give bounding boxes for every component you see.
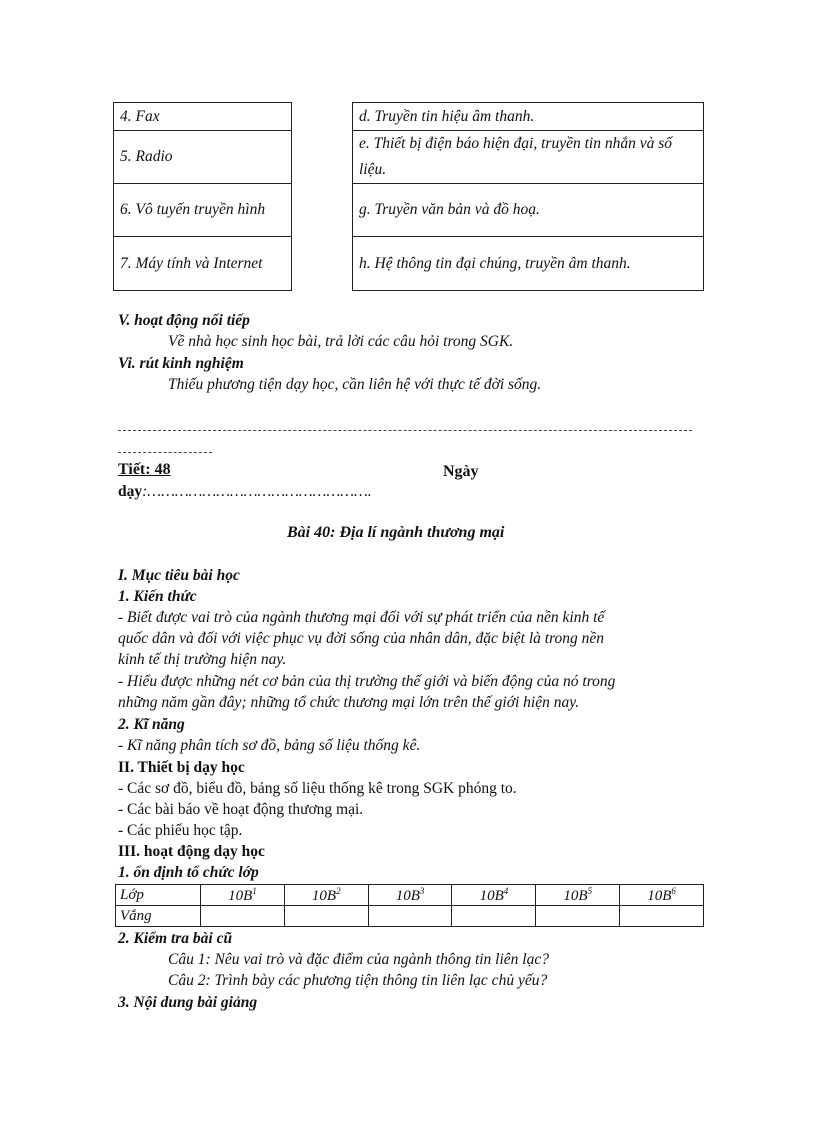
review-heading: 2. Kiểm tra bài cũ (118, 930, 233, 947)
attendance-row-label: Lớp (116, 885, 201, 906)
equipment-line: - Các phiếu học tập. (118, 822, 243, 839)
knowledge-line: - Biết được vai trò của ngành thương mại đối với sự phát triển của nền kinh tế (118, 609, 605, 626)
matching-left-item: 5. Radio (114, 131, 292, 184)
matching-left-item: 7. Máy tính và Internet (114, 237, 292, 291)
matching-table-right (352, 102, 704, 291)
separator-line (118, 430, 692, 431)
day-label: dạy (118, 483, 143, 500)
class-cell: $10B^5$ (536, 885, 620, 906)
absence-cell (201, 906, 285, 927)
equipment-line: - Các sơ đồ, biểu đồ, bảng số liệu thống kê trong SGK phóng to. (118, 780, 517, 797)
matching-right-item: d. Truyền tin hiệu âm thanh. (353, 103, 704, 131)
matching-right-item: h. Hệ thông tin đại chúng, truyền âm thanh. (353, 237, 704, 291)
knowledge-heading: 1. Kiến thức (118, 588, 197, 605)
separator-line (118, 452, 212, 453)
class-organization-heading: 1. ổn định tổ chức lớp (118, 864, 259, 881)
section6-text: Thiếu phương tiện dạy học, cần liên hệ với thực tế đời sống. (168, 376, 542, 393)
class-cell: $10B^3$ (368, 885, 452, 906)
knowledge-line: - Hiểu được những nét cơ bản của thị trường thế giới và biến động của nó trong (118, 673, 616, 690)
objectives-heading: I. Mục tiêu bài học (118, 567, 240, 584)
teaching-date-label: Ngày (443, 463, 479, 480)
section5-text: Về nhà học sinh học bài, trả lời các câu hỏi trong SGK. (168, 333, 514, 350)
review-question: Câu 2: Trình bày các phương tiện thông tin liên lạc chủ yếu? (168, 972, 548, 989)
knowledge-line: những năm gần đây; những tổ chức thương mại lớn trên thế giới hiện nay. (118, 694, 580, 711)
matching-right-item: g. Truyền văn bản và đồ hoạ. (353, 184, 704, 237)
class-cell: $10B^6$ (620, 885, 704, 906)
knowledge-line: kinh tế thị trường hiện nay. (118, 651, 287, 668)
knowledge-line: quốc dân và đối với việc phục vụ đời sống của nhân dân, đặc biệt là trong nền (118, 630, 605, 647)
lesson-content-heading: 3. Nội dung bài giảng (118, 994, 258, 1011)
activities-heading: III. hoạt động dạy học (118, 843, 265, 860)
class-cell: $10B^1$ (201, 885, 285, 906)
absence-cell (284, 906, 368, 927)
matching-table-left (113, 102, 292, 291)
section6-heading: Vi. rút kinh nghiệm (118, 355, 244, 372)
class-cell: $10B^2$ (284, 885, 368, 906)
attendance-table (115, 884, 704, 927)
matching-right-item: e. Thiết bị điện báo hiện đại, truyền tin nhắn và số liệu. (353, 131, 704, 184)
class-cell: $10B^4$ (452, 885, 536, 906)
lesson-title: Bài 40: Địa lí ngành thương mại (287, 524, 505, 541)
absence-cell (368, 906, 452, 927)
lesson-period: Tiết: 48 (118, 461, 171, 478)
absence-cell (452, 906, 536, 927)
review-question: Câu 1: Nêu vai trò và đặc điểm của ngành thông tin liên lạc? (168, 951, 549, 968)
matching-left-item: 4. Fax (114, 103, 292, 131)
date-placeholder: :…………………………………………. (142, 483, 372, 500)
matching-left-item: 6. Vô tuyến truyền hình (114, 184, 292, 237)
equipment-heading: II. Thiết bị dạy học (118, 759, 245, 776)
section5-heading: V. hoạt động nối tiếp (118, 312, 250, 329)
skills-heading: 2. Kĩ năng (118, 716, 185, 733)
absence-cell (620, 906, 704, 927)
equipment-line: - Các bài báo về hoạt động thương mại. (118, 801, 364, 818)
absence-cell (536, 906, 620, 927)
skills-line: - Kĩ năng phân tích sơ đồ, bảng số liệu thống kê. (118, 737, 421, 754)
attendance-row-label: Vắng (116, 906, 201, 927)
